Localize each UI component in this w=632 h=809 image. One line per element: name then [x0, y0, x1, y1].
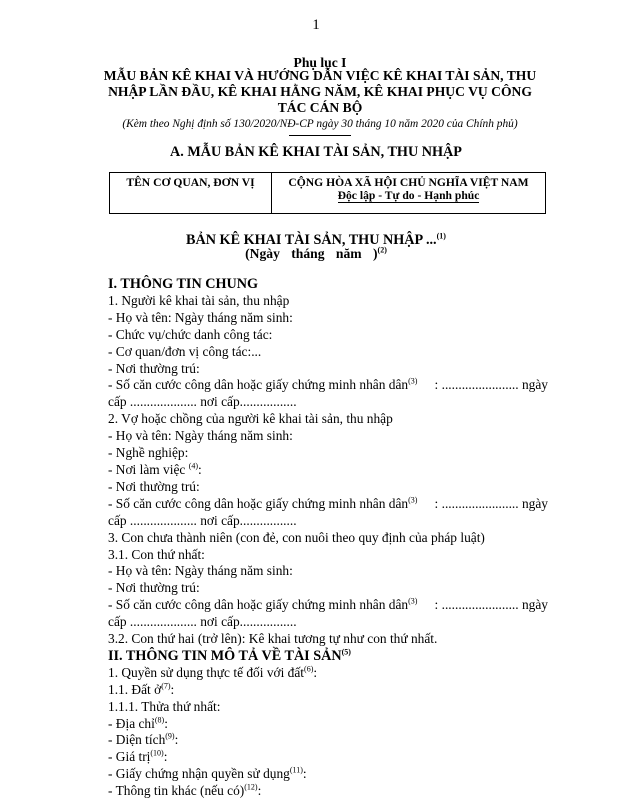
- line-text: - Nơi thường trú:: [108, 478, 200, 494]
- form-line: [108, 310, 548, 327]
- footnote-ref: (10): [150, 748, 164, 758]
- form-line: [108, 614, 548, 631]
- republic-cell: [272, 173, 546, 214]
- form-line: [108, 361, 548, 378]
- form-line: [108, 344, 548, 361]
- line-text: - Nơi thường trú:: [108, 360, 200, 376]
- form-line: [108, 377, 548, 394]
- line-text: - Nghề nghiệp:: [108, 445, 189, 461]
- line-text: cấp .................... nơi cấp.................: [108, 512, 297, 528]
- line-text: - Họ và tên: Ngày tháng năm sinh:: [108, 563, 293, 579]
- form-line: [108, 716, 548, 733]
- line-tail: :: [170, 681, 175, 697]
- form-line: [108, 749, 548, 766]
- line-text: - Cơ quan/đơn vị công tác:...: [108, 343, 262, 359]
- line-text: - Diện tích: [108, 732, 166, 748]
- line-tail: :: [174, 732, 179, 748]
- form-line: [108, 394, 548, 411]
- form-line: [108, 428, 548, 445]
- form-line: [108, 597, 548, 614]
- footnote-ref: (3): [408, 596, 418, 606]
- line-text: 3. Con chưa thành niên (con đẻ, con nuôi theo quy định của pháp luật): [108, 529, 485, 545]
- line-text: - Nơi thường trú:: [108, 580, 200, 596]
- section-heading: [108, 648, 548, 665]
- line-text: - Giấy chứng nhận quyền sử dụng: [108, 766, 290, 782]
- line-tail: :: [257, 783, 262, 799]
- footnote-ref: (11): [289, 765, 303, 775]
- line-tail: :: [163, 749, 168, 765]
- line-text: - Nơi làm việc: [108, 461, 189, 477]
- section-a-title: A. MẪU BẢN KÊ KHAI TÀI SẢN, THU NHẬP: [170, 144, 462, 160]
- line-text: 2. Vợ hoặc chồng của người kê khai tài sản, thu nhập: [108, 411, 393, 427]
- line-text: II. THÔNG TIN MÔ TẢ VỀ TÀI SẢN: [108, 647, 342, 664]
- line-text: - Họ và tên: Ngày tháng năm sinh:: [108, 309, 293, 325]
- line-text: - Họ và tên: Ngày tháng năm sinh:: [108, 428, 293, 444]
- form-line: [108, 580, 548, 597]
- form-line: [108, 293, 548, 310]
- form-line: [108, 547, 548, 564]
- footnote-ref: (3): [408, 495, 418, 505]
- header-table: [109, 172, 546, 214]
- line-lead: [108, 597, 417, 614]
- line-tail: : ....................... ngày: [434, 495, 548, 511]
- form-line: [108, 783, 548, 800]
- form-line: [108, 462, 548, 479]
- page-number: 1: [312, 17, 320, 33]
- line-tail: : ....................... ngày: [434, 597, 548, 613]
- form-line: [108, 513, 548, 530]
- republic-name: CỘNG HÒA XÃ HỘI CHỦ NGHĨA VIỆT NAM: [288, 176, 529, 189]
- line-tail: : ....................... ngày: [434, 377, 548, 393]
- declaration-date-footnote: (2): [377, 245, 387, 255]
- form-line: [108, 327, 548, 344]
- agency-name: TÊN CƠ QUAN, ĐƠN VỊ: [126, 176, 255, 189]
- line-text: 1.1.1. Thửa thứ nhất:: [108, 698, 221, 714]
- footnote-ref: (8): [154, 715, 165, 725]
- footnote-ref: (5): [341, 647, 351, 657]
- line-text: - Số căn cước công dân hoặc giấy chứng minh nhân dân: [108, 377, 409, 393]
- line-lead: [108, 377, 417, 394]
- line-tail: :: [302, 766, 307, 782]
- form-line: [108, 496, 548, 513]
- declaration-body: [108, 276, 548, 800]
- line-text: cấp .................... nơi cấp.................: [108, 614, 297, 630]
- footnote-ref: (4): [188, 461, 199, 471]
- declaration-date-text: (Ngày tháng năm ): [245, 246, 378, 261]
- line-text: 3.2. Con thứ hai (trở lên): Kê khai tương tự như con thứ nhất.: [108, 631, 438, 647]
- form-line: [108, 411, 548, 428]
- line-text: - Số căn cước công dân hoặc giấy chứng minh nhân dân: [108, 597, 409, 613]
- national-motto: Độc lập - Tự do - Hạnh phúc: [337, 189, 480, 202]
- line-lead: [108, 496, 417, 513]
- line-text: 1.1. Đất ở: [108, 681, 162, 697]
- form-line: [108, 766, 548, 783]
- form-line: [108, 732, 548, 749]
- line-text: - Địa chỉ: [108, 715, 155, 731]
- line-text: 1. Quyền sử dụng thực tế đối với đất: [108, 664, 305, 680]
- document-title: MẪU BẢN KÊ KHAI VÀ HƯỚNG DẪN VIỆC KÊ KHAI TÀI SẢN, THU NHẬP LẦN ĐẦU, KÊ KHAI HẰNG NĂM, KÊ KHAI PHỤC VỤ CÔNG TÁC CÁN BỘ: [103, 68, 537, 115]
- footnote-ref: (3): [408, 376, 418, 386]
- section-heading: [108, 276, 548, 293]
- divider: [289, 135, 351, 136]
- line-text: - Chức vụ/chức danh công tác:: [108, 326, 273, 342]
- declaration-date: [0, 246, 632, 262]
- form-line: [108, 563, 548, 580]
- form-line: [108, 682, 548, 699]
- agency-cell: [110, 173, 272, 214]
- decree-note: (Kèm theo Nghị định số 130/2020/NĐ-CP ngày 30 tháng 10 năm 2020 của Chính phủ): [122, 118, 518, 130]
- line-text: - Số căn cước công dân hoặc giấy chứng minh nhân dân: [108, 495, 409, 511]
- line-text: - Thông tin khác (nếu có): [108, 783, 245, 799]
- line-tail: :: [198, 461, 202, 477]
- declaration-title-footnote: (1): [436, 231, 446, 241]
- line-text: - Giá trị: [108, 749, 151, 765]
- line-text: cấp .................... nơi cấp.................: [108, 394, 297, 410]
- form-line: [108, 530, 548, 547]
- footnote-ref: (6): [304, 664, 314, 674]
- line-text: I. THÔNG TIN CHUNG: [108, 276, 259, 292]
- line-tail: :: [313, 664, 318, 680]
- line-text: 1. Người kê khai tài sản, thu nhập: [108, 292, 290, 308]
- form-line: [108, 445, 548, 462]
- declaration-title-text: BẢN KÊ KHAI TÀI SẢN, THU NHẬP ...: [186, 232, 437, 248]
- line-tail: :: [164, 715, 168, 731]
- form-line: [108, 479, 548, 496]
- footnote-ref: (7): [161, 681, 171, 691]
- footnote-ref: (12): [244, 782, 258, 792]
- form-line: [108, 699, 548, 716]
- footnote-ref: (9): [165, 732, 175, 741]
- appendix-label: Phụ lục I: [293, 55, 347, 70]
- form-line: [108, 665, 548, 682]
- form-line: [108, 631, 548, 648]
- line-text: 3.1. Con thứ nhất:: [108, 546, 205, 562]
